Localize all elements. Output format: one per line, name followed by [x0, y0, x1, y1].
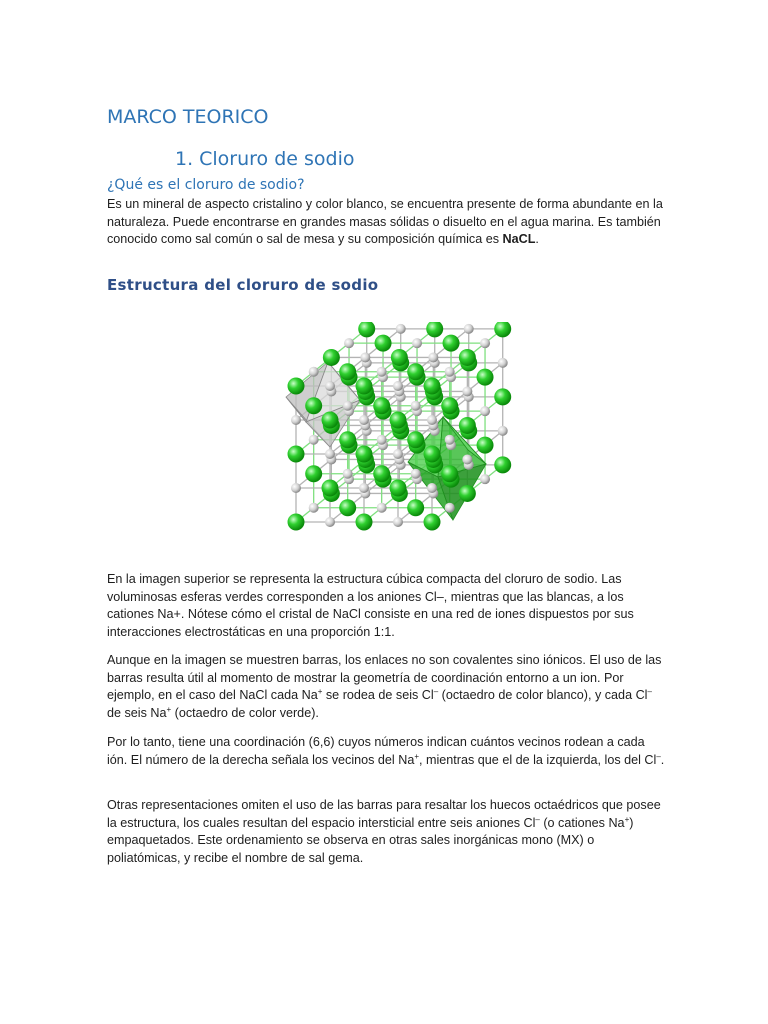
p4-text-c: ) empaquetados. Este ordenamiento se observa en otras sales inorgánicas mono (MX) o poliatómicas, y recibe el nombre de sal gema. — [107, 815, 634, 865]
sodium-atom — [325, 449, 335, 459]
sodium-atom — [325, 381, 335, 391]
sodium-atom — [359, 483, 369, 493]
sodium-atom — [393, 381, 403, 391]
chloride-atom — [339, 499, 356, 516]
p2-text-e: (octaedro de color verde). — [171, 705, 319, 720]
chloride-atom — [407, 363, 424, 380]
chloride-atom — [322, 480, 339, 497]
chloride-atom — [407, 431, 424, 448]
paragraph-1: En la imagen superior se representa la estructura cúbica compacta del cloruro de sodio. Las voluminosas esferas verdes corresponden a los aniones Cl–, mientras que las blancas, a los cationes Na+. Nótese cómo el cristal de NaCl consiste en una red de iones dispuestos por sus interacciones electrostáticas en una proporción 1:1. — [107, 572, 634, 639]
intro-paragraph — [107, 196, 667, 249]
chloride-atom — [477, 437, 494, 454]
p3-text-b: , mientras que el de la izquierda, los del Cl — [419, 752, 657, 767]
chloride-atom — [373, 397, 390, 414]
chloride-atom — [443, 335, 460, 352]
p3-text-a: Por lo tanto, tiene una coordinación (6,6) cuyos números indican cuántos vecinos rodean a cada ión. El número de la derecha señala los vecinos del Na — [107, 735, 645, 767]
chloride-atom — [494, 388, 511, 405]
sodium-atom — [462, 454, 472, 464]
chloride-atom — [424, 378, 441, 395]
sodium-atom — [428, 352, 438, 362]
sodium-atom — [291, 483, 301, 493]
chloride-atom — [494, 456, 511, 473]
p3-text-c: . — [660, 752, 665, 767]
superscript: + — [414, 751, 420, 761]
paragraph-3 — [107, 734, 667, 769]
sodium-atom — [360, 352, 370, 362]
sodium-atom — [359, 415, 369, 425]
paragraph-4 — [107, 797, 667, 867]
nacl-crystal-lattice-icon — [248, 322, 528, 552]
chloride-atom — [323, 349, 340, 366]
chloride-atom — [424, 446, 441, 463]
sodium-atom — [480, 338, 490, 348]
superscript: + — [317, 687, 323, 696]
p2-text-d: de seis Na — [107, 705, 167, 720]
superscript: + — [166, 704, 172, 714]
sodium-atom — [325, 517, 335, 527]
chloride-atom — [356, 514, 373, 531]
chloride-atom — [305, 397, 322, 414]
section-title: Cloruro de sodio — [199, 148, 355, 170]
sodium-atom — [498, 358, 508, 368]
chloride-atom — [375, 335, 392, 352]
sodium-atom — [377, 367, 387, 377]
section-number: 1. — [175, 148, 194, 170]
sodium-atom — [498, 426, 508, 436]
chloride-atom — [426, 322, 443, 337]
p4-text-a: Otras representaciones omiten el uso de las barras para resaltar los huecos octaédricos que posee la estructura, los cuales resultan del espacio intersticial entre seis aniones Cl — [107, 798, 661, 830]
sodium-atom — [480, 406, 490, 416]
chloride-atom — [288, 514, 305, 531]
sodium-atom — [445, 367, 455, 377]
sodium-atom — [309, 367, 319, 377]
section-heading — [175, 148, 355, 170]
sodium-atom — [462, 386, 472, 396]
chloride-atom — [477, 369, 494, 386]
chloride-atom — [494, 322, 511, 337]
sodium-atom — [427, 415, 437, 425]
sodium-atom — [393, 517, 403, 527]
intro-text: Es un mineral de aspecto cristalino y color blanco, se encuentra presente de forma abundante en la naturaleza. Puede encontrarse en grandes masas sólidas o disuelto en el agua marina. Es también conocido como sal común o sal de mesa y su composición química es — [107, 197, 663, 247]
question-heading: ¿Qué es el cloruro de sodio? — [107, 177, 305, 193]
sodium-atom — [344, 338, 354, 348]
sodium-atom — [445, 435, 455, 445]
chloride-atom — [322, 412, 339, 429]
p2-text-b: se rodea de seis Cl — [322, 688, 434, 703]
intro-end: . — [535, 232, 539, 247]
sodium-atom — [427, 483, 437, 493]
chloride-atom — [390, 412, 407, 429]
chloride-atom — [305, 465, 322, 482]
superscript: – — [647, 687, 652, 696]
sodium-atom — [309, 503, 319, 513]
sodium-atom — [412, 338, 422, 348]
sodium-atom — [445, 503, 455, 513]
chloride-atom — [424, 514, 441, 531]
p2-text-c: (octaedro de color blanco), y cada Cl — [438, 688, 648, 703]
sodium-atom — [411, 469, 421, 479]
chloride-atom — [288, 446, 305, 463]
sodium-atom — [480, 474, 490, 484]
sodium-atom — [343, 401, 353, 411]
chloride-atom — [391, 349, 408, 366]
superscript: – — [656, 751, 661, 761]
sodium-atom — [309, 435, 319, 445]
chloride-atom — [459, 485, 476, 502]
chloride-atom — [358, 322, 375, 337]
sodium-atom — [464, 324, 474, 334]
chloride-atom — [356, 378, 373, 395]
chloride-atom — [459, 417, 476, 434]
sodium-atom — [377, 435, 387, 445]
superscript: + — [624, 814, 630, 824]
sodium-atom — [393, 449, 403, 459]
chloride-atom — [407, 499, 424, 516]
chloride-atom — [390, 480, 407, 497]
paragraph-2 — [107, 652, 667, 722]
sodium-atom — [291, 415, 301, 425]
chloride-atom — [339, 431, 356, 448]
sodium-atom — [343, 469, 353, 479]
sodium-atom — [411, 401, 421, 411]
chloride-atom — [459, 349, 476, 366]
formula-nacl: NaCL — [502, 232, 536, 247]
chloride-atom — [373, 465, 390, 482]
sodium-atom — [396, 324, 406, 334]
p4-text-b: (o cationes Na — [539, 815, 625, 830]
chloride-atom — [441, 397, 458, 414]
p2-text-a: Aunque en la imagen se muestren barras, los enlaces no son covalentes sino iónicos. El uso de las barras resulta útil al momento de mostrar la geometría de coordinación entorno a un ion. Por ejemplo, en el caso del NaCl cada Na — [107, 653, 662, 703]
page-title: MARCO TEORICO — [107, 106, 269, 128]
superscript: – — [535, 814, 540, 824]
chloride-atom — [356, 446, 373, 463]
chloride-atom — [441, 465, 458, 482]
sodium-atom — [377, 503, 387, 513]
superscript: – — [433, 687, 439, 696]
chloride-atom — [339, 363, 356, 380]
structure-heading: Estructura del cloruro de sodio — [107, 276, 379, 294]
chloride-atom — [288, 378, 305, 395]
